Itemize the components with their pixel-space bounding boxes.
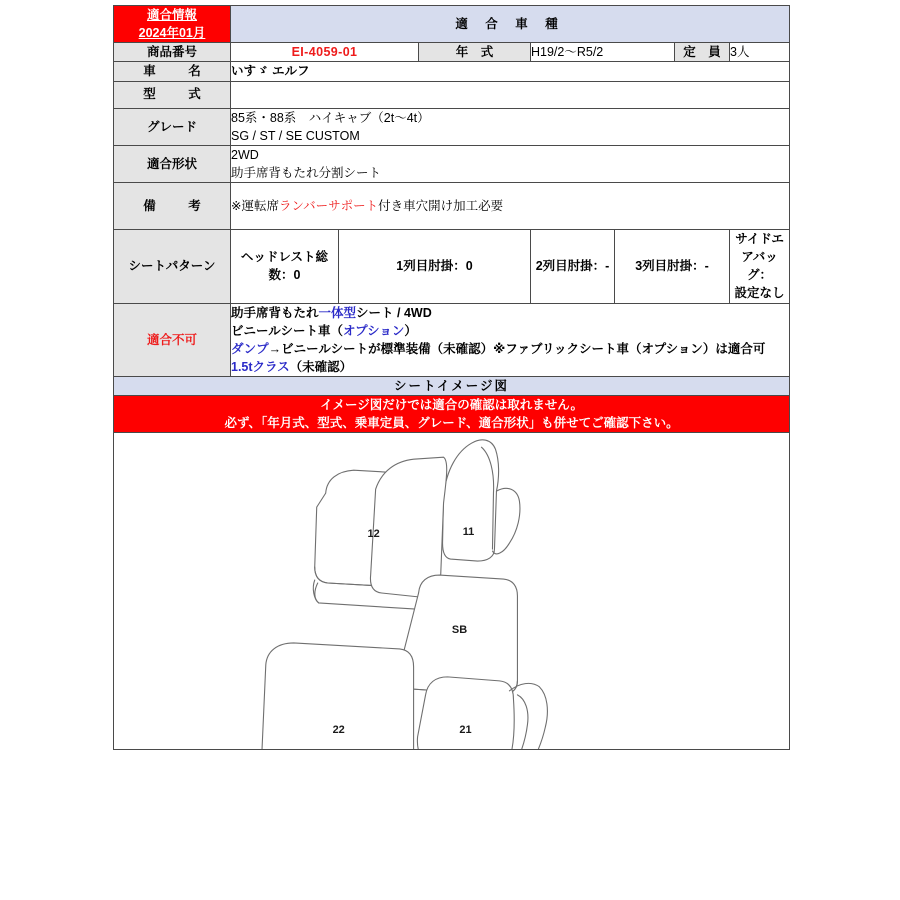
seat-label-SB: SB xyxy=(451,624,468,637)
seat-pattern-row3-armrest: 3列目肘掛：- xyxy=(615,230,730,304)
seat-diagram xyxy=(114,433,789,749)
side-airbag-status xyxy=(730,230,790,304)
remarks-value xyxy=(231,183,790,230)
remarks-label: 備 考 xyxy=(114,183,231,230)
warning-line-1: イメージ図だけでは適合の確認は取れません。 xyxy=(320,398,583,413)
fitment-info-date: 2024年01月 xyxy=(138,26,206,41)
warning-banner xyxy=(114,396,790,433)
headrest-11 xyxy=(443,440,499,561)
model-label: 型 式 xyxy=(114,81,231,108)
page-title: 適 合 車 種 xyxy=(231,6,790,43)
side-airbag-value: 設定なし xyxy=(734,286,785,301)
warning-row xyxy=(114,396,790,433)
capacity-value: 3人 xyxy=(730,43,790,62)
incompatible-line-3-highlight: ダンプ xyxy=(231,341,269,356)
year-label: 年 式 xyxy=(419,43,531,62)
incompatible-line-2-post: ） xyxy=(404,323,417,338)
shape-line-1: 2WD xyxy=(231,147,259,162)
grade-label: グレード xyxy=(114,108,231,145)
product-no-value: EI-4059-01 xyxy=(231,43,419,62)
seat-image-title-row xyxy=(114,377,790,396)
incompatible-line-1-post: シート / 4WD xyxy=(356,305,432,320)
remarks-text-post: 付き車穴開け加工必要 xyxy=(378,198,504,213)
remarks-text-highlight: ランバーサポート xyxy=(278,198,379,213)
product-no-label: 商品番号 xyxy=(114,43,231,62)
seat-pattern-label: シートパターン xyxy=(114,230,231,304)
year-value: H19/2～R5/2 xyxy=(531,43,675,62)
grade-row xyxy=(114,108,790,145)
fitment-info-badge xyxy=(114,6,231,43)
seat-label-11: 11 xyxy=(462,526,475,539)
grade-line-2: SG / ST / SE CUSTOM xyxy=(231,128,360,143)
incompatible-line-3 xyxy=(231,340,789,358)
seat-diagram-svg xyxy=(114,433,789,749)
seat-pattern-headrest: ヘッドレスト総数：0 xyxy=(231,230,339,304)
incompatible-line-1-highlight: 一体型 xyxy=(318,305,357,320)
seat-label-21: 21 xyxy=(459,724,472,737)
incompatible-line-4-post: （未確認） xyxy=(289,359,353,374)
incompatible-line-4-highlight: 1.5tクラス xyxy=(231,359,290,374)
seat-shapes xyxy=(259,440,548,749)
remarks-text-pre: ※運転席 xyxy=(231,198,279,213)
seat-cushion-21 xyxy=(417,677,514,749)
warning-line-2: 必ず、「年月式、型式、乗車定員、グレード、適合形状」も併せてご確認下さい。 xyxy=(224,416,679,431)
seat-image-section-title: シートイメージ図 xyxy=(114,377,790,396)
remarks-row xyxy=(114,183,790,230)
incompatible-line-3-post: →ビニールシートが標準装備（未確認）※ファブリックシート車（オプション）は適合可 xyxy=(268,341,766,356)
grade-value xyxy=(231,108,790,145)
fitment-info-label: 適合情報 xyxy=(146,8,197,22)
incompatible-row xyxy=(114,303,790,377)
product-row xyxy=(114,43,790,62)
shape-value xyxy=(231,145,790,182)
model-row xyxy=(114,81,790,108)
model-value xyxy=(231,81,790,108)
shape-label: 適合形状 xyxy=(114,145,231,182)
car-name-label: 車 名 xyxy=(114,62,231,81)
seat-pattern-row1-armrest: 1列目肘掛：0 xyxy=(339,230,531,304)
seat-diagram-cell xyxy=(114,433,790,750)
seat-label-22: 22 xyxy=(332,724,345,737)
incompatible-line-2-highlight: オプション xyxy=(342,323,405,338)
incompatible-line-1 xyxy=(231,304,789,322)
incompatible-line-2-pre: ビニールシート車（ xyxy=(231,323,343,338)
incompatible-label: 適合不可 xyxy=(114,303,231,377)
shape-line-2: 助手席背もたれ分割シート xyxy=(231,165,382,180)
incompatible-line-4 xyxy=(231,358,789,376)
grade-line-1: 85系・88系 ハイキャブ（2t～4t） xyxy=(231,110,430,125)
seat-label-12: 12 xyxy=(367,528,380,541)
side-airbag-label: サイドエアバッグ： xyxy=(735,232,784,283)
incompatible-line-2 xyxy=(231,322,789,340)
car-name-row xyxy=(114,62,790,81)
seat-pattern-row xyxy=(114,230,790,304)
seat-pattern-row2-armrest: 2列目肘掛：- xyxy=(531,230,615,304)
shape-row xyxy=(114,145,790,182)
car-name-value: いすゞ エルフ xyxy=(231,62,790,81)
vehicle-fitment-table xyxy=(113,5,790,750)
seat-diagram-row xyxy=(114,433,790,750)
incompatible-line-1-pre: 助手席背もたれ xyxy=(231,305,319,320)
incompatible-list xyxy=(231,303,790,377)
header-row xyxy=(114,6,790,43)
capacity-label: 定 員 xyxy=(675,43,730,62)
